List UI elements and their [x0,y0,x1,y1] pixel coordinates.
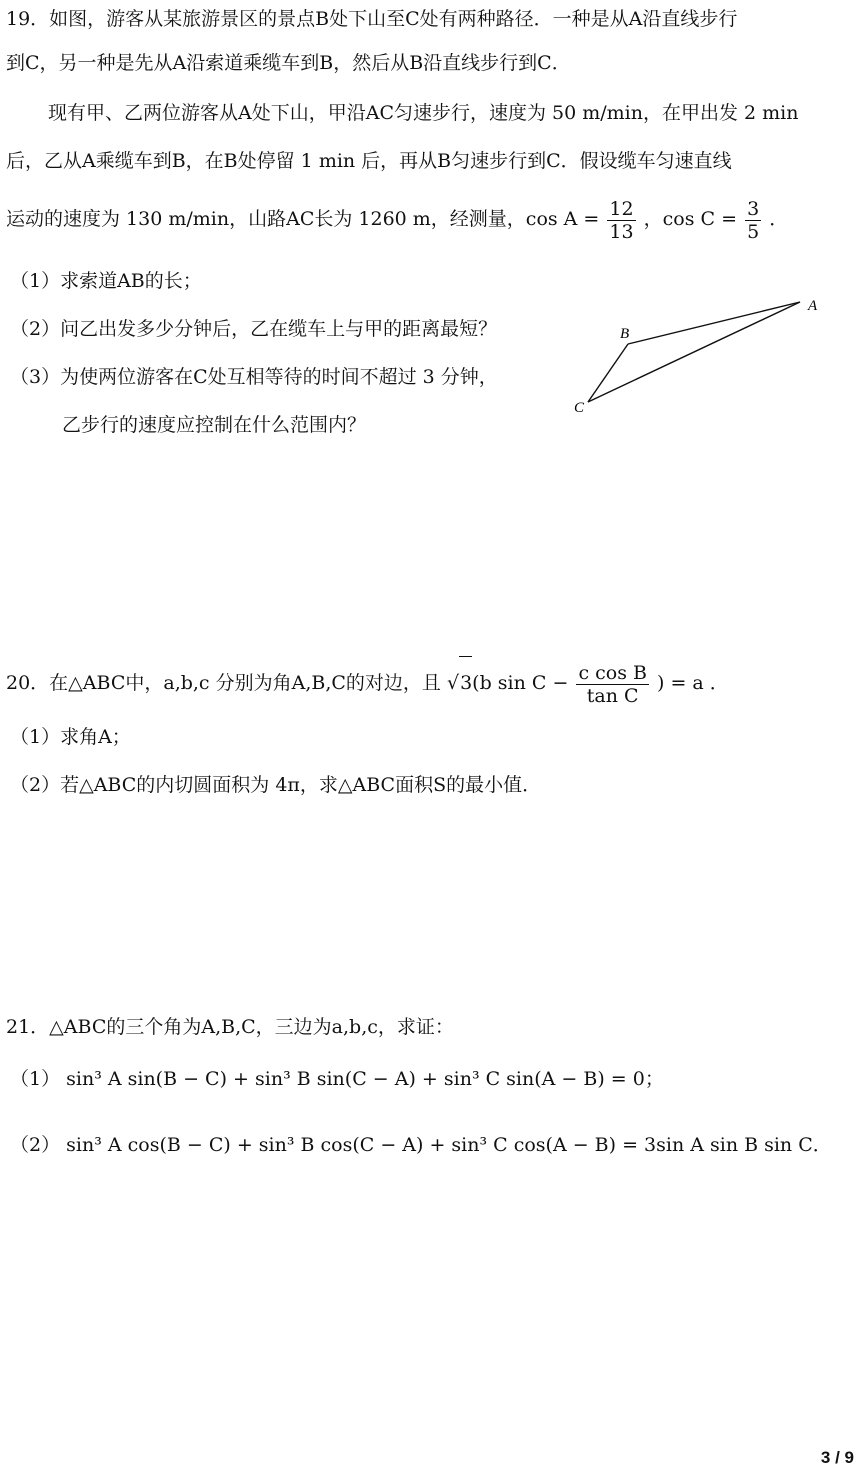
q21-part-2-expression: sin³ A cos(B − C) + sin³ B cos(C − A) + sin³ C cos(A − B) = 3sin A sin B sin C． [66,1134,832,1156]
cosC-numerator: 3 [747,197,760,220]
q20-text-c: ) = a ． [657,672,729,694]
q19-line-5-text-c: ． [769,208,789,230]
q20-part-2: （2）若△ABC的内切圆面积为 4π，求△ABC面积S的最小值． [10,774,542,796]
q21-part-1 [10,1066,664,1092]
q20-line-1 [6,656,729,709]
q19-part-2: （2）问乙出发多少分钟后，乙在缆车上与甲的距离最短？ [10,318,498,340]
q19-line-5-text-a: 运动的速度为 130 m/min，山路AC长为 1260 m，经测量，cos A = [6,208,600,230]
q20-fraction [576,662,649,707]
cosC-fraction [745,198,761,243]
page-number: 3 / 9 [820,1448,854,1467]
q21-part-2 [10,1132,832,1158]
q19-part-1: （1）求索道AB的长； [10,270,202,292]
cosA-numerator: 12 [609,197,634,220]
q20-text-b: (b sin C − [472,672,569,694]
sqrt-sign: √ [446,672,460,694]
q19-line-4: 后，乙从A乘缆车到B，在B处停留 1 min 后，再从B匀速步行到C．假设缆车匀速直线 [6,150,732,172]
q20-fraction-numerator: c cos B [578,661,647,684]
segment-AB [628,302,800,344]
q19-line-3: 现有甲、乙两位游客从A处下山，甲沿AC匀速步行，速度为 50 m/min，在甲出发 2 min [48,102,799,124]
label-B: B [620,326,630,342]
q19-line-2: 到C，另一种是先从A沿索道乘缆车到B，然后从B沿直线步行到C． [6,52,571,74]
q20-fraction-denominator: tan C [586,684,639,707]
cosA-denominator: 13 [609,220,634,243]
q19-line-5 [6,194,788,244]
q21-line-1: 21．△ABC的三个角为A,B,C，三边为a,b,c，求证： [6,1016,454,1038]
q19-part-3b: 乙步行的速度应控制在什么范围内？ [62,414,367,436]
q20-part-1: （1）求角A； [10,726,131,748]
label-A: A [808,298,818,314]
cosA-fraction [607,198,635,243]
label-C: C [574,400,585,416]
q19-triangle-figure [560,288,840,418]
q19-line-1: 19．如图，游客从某旅游景区的景点B处下山至C处有两种路径．一种是从A沿直线步行 [6,8,738,30]
q21-part-2-label: （2） [10,1134,61,1156]
q21-part-1-expression: sin³ A sin(B − C) + sin³ B sin(C − A) + sin³ C sin(A − B) = 0； [66,1068,664,1090]
q19-part-3a: （3）为使两位游客在C处互相等待的时间不超过 3 分钟， [10,366,498,388]
q20-text-a: 20．在△ABC中，a,b,c 分别为角A,B,C的对边，且 [6,672,441,694]
segment-AC [588,302,800,402]
q21-part-1-label: （1） [10,1068,61,1090]
q19-line-5-text-b: ，cos C = [643,208,738,230]
cosC-denominator: 5 [747,220,760,243]
sqrt-radicand: 3 [459,656,472,709]
